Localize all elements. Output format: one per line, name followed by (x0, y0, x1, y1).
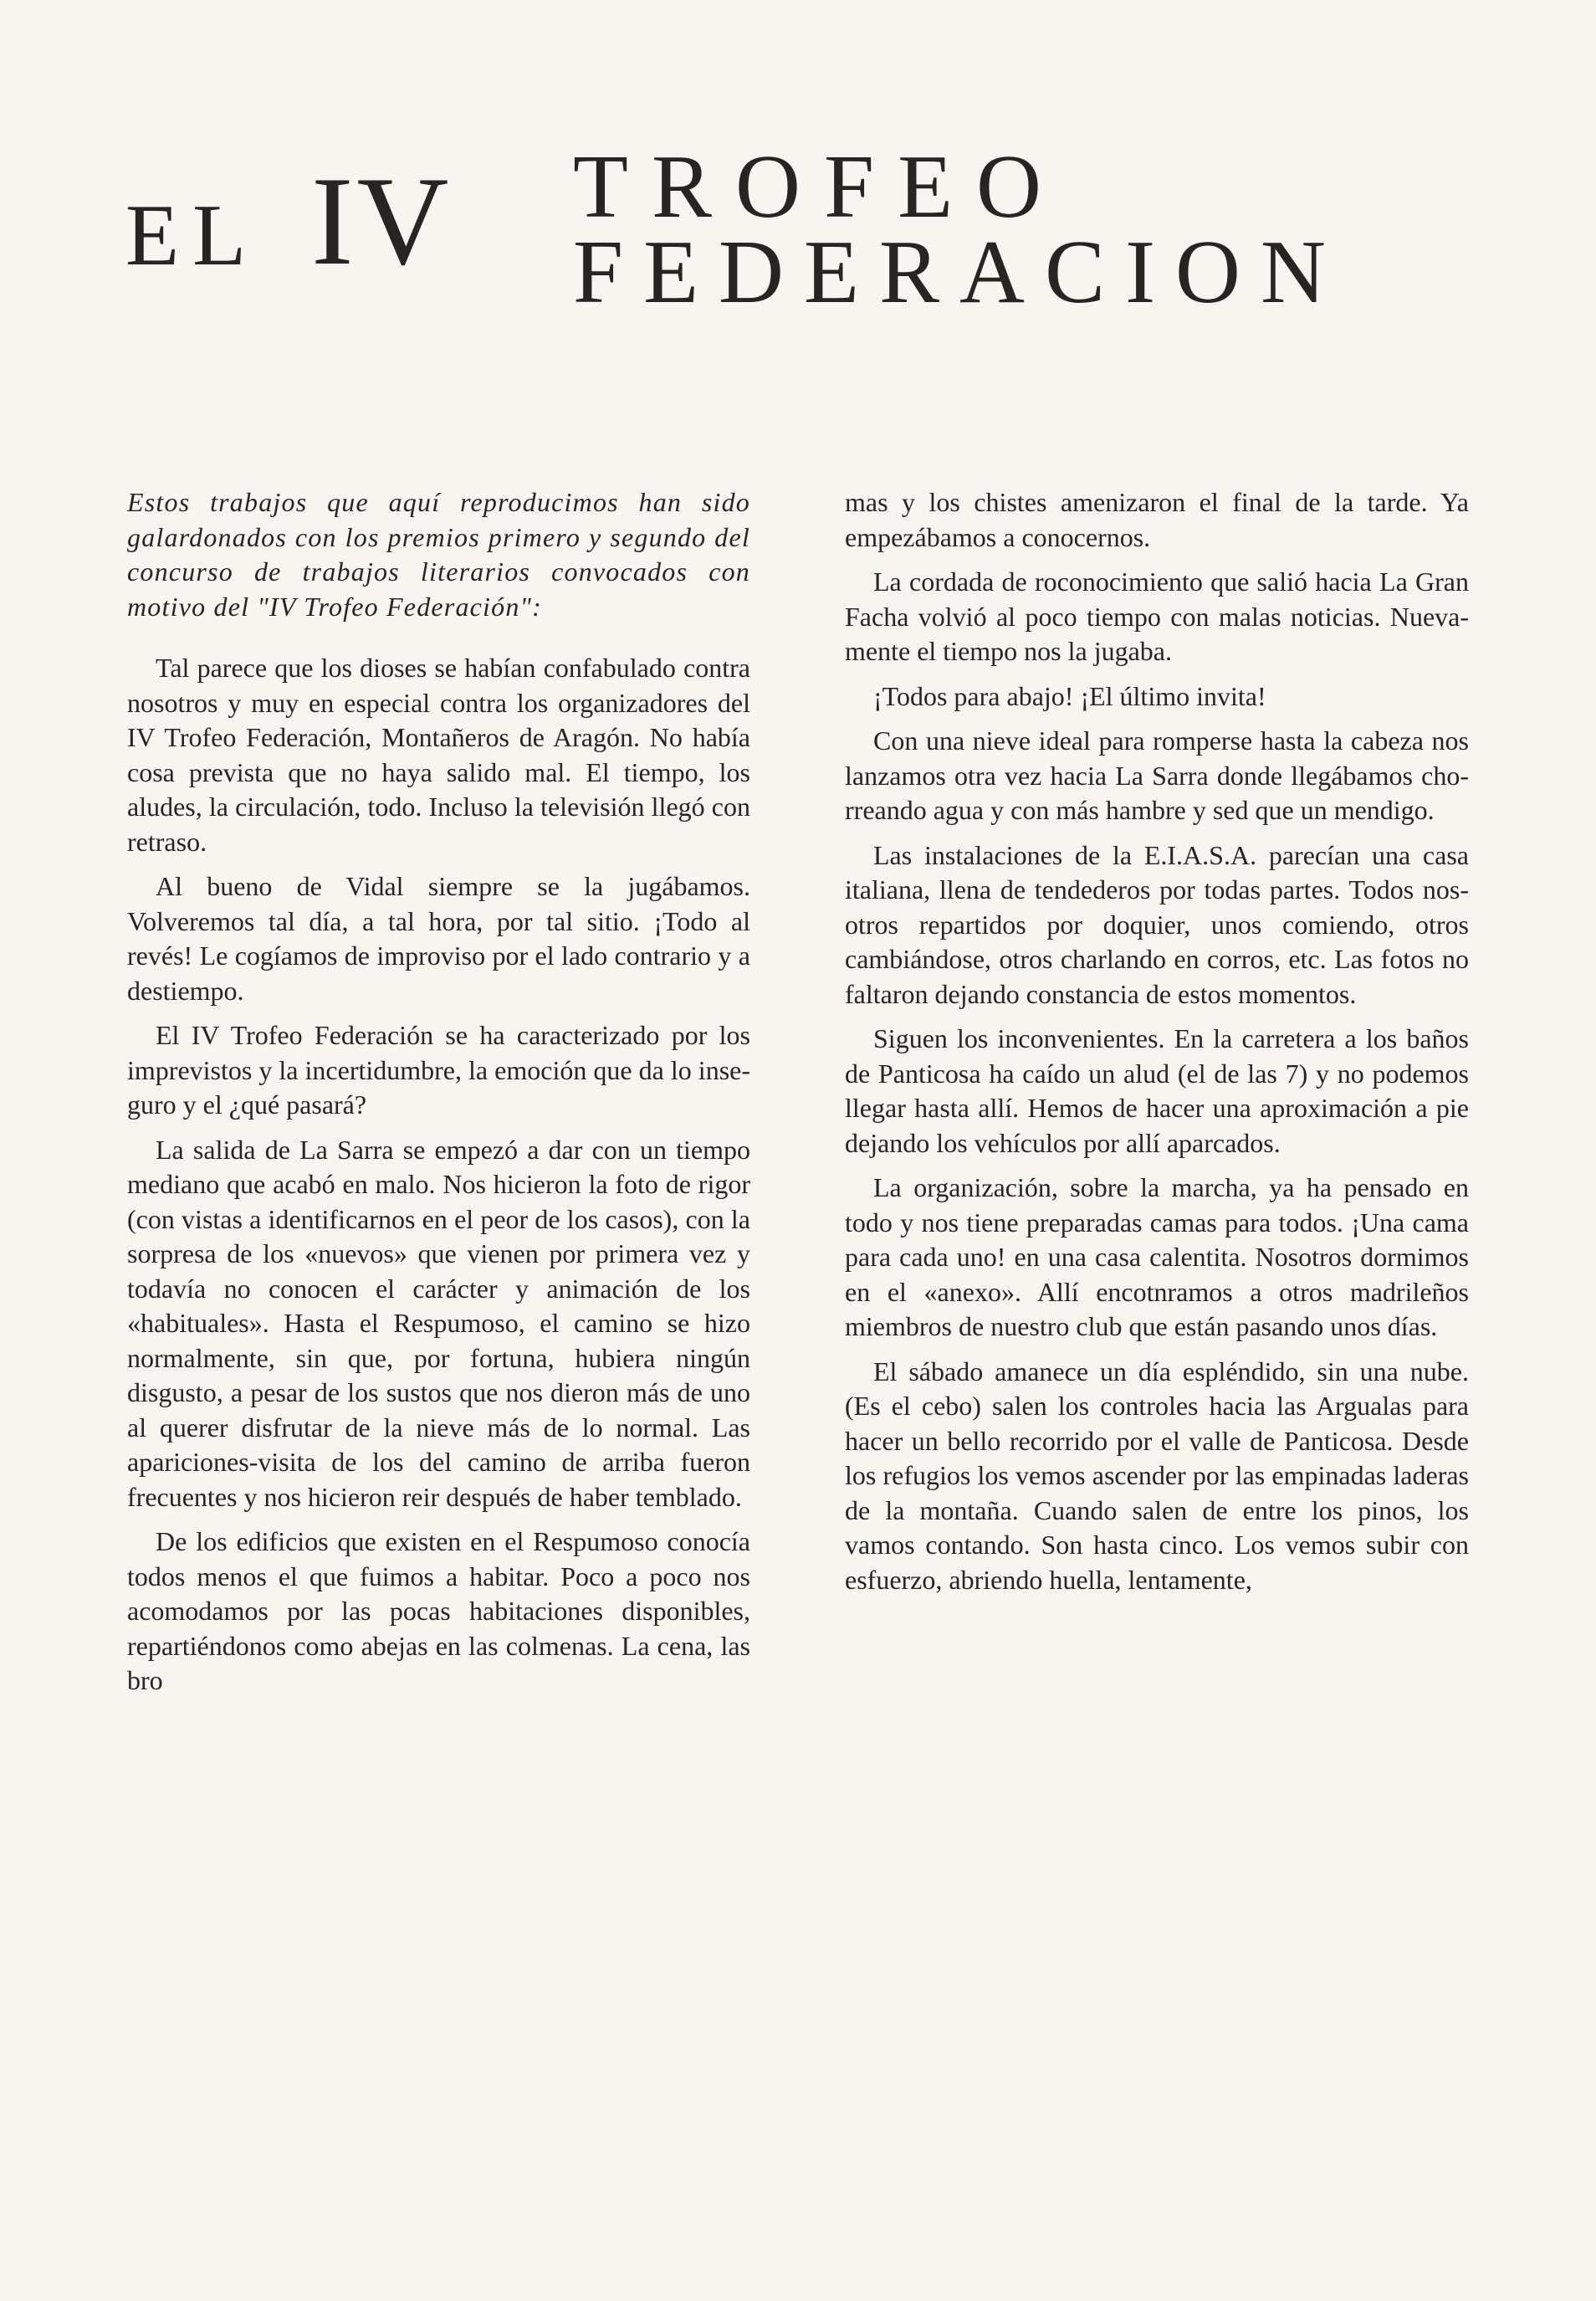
paragraph: ¡Todos para abajo! ¡El último invita! (873, 680, 1266, 711)
paragraph: El IV Trofeo Federación se ha caracterizado por los imprevistos y la incertidumbre, la emoción que da lo inseguro y el ¿qué pasará? (127, 1020, 750, 1120)
paragraph: mas y los chistes amenizaron el final de la tarde. Ya empezábamos a conocernos. (845, 487, 1469, 552)
paragraph: La cordada de roconocimiento que salió hacia La Gran Facha volvió al poco tiempo con malas noticias. Nuevamente el tiempo nos la jugaba. (845, 566, 1469, 666)
paragraph: Siguen los inconvenientes. En la carretera a los baños de Panticosa ha caído un alud (el de las 7) y no podemos llegar hasta allí. Hemos de hacer una aproximación a pie dejando los vehículos por allí aparcados. (845, 1023, 1469, 1158)
title-iv: IV (311, 151, 453, 291)
paragraph: La salida de La Sarra se empezó a dar con un tiempo mediano que acabó en malo. Nos hicieron la foto de rigor (con vistas a identificarnos en el peor de los casos), con la sorpresa de los «nuevos» que vienen por primera vez y todavía no conocen el carácter y animación de los «habituales». Hasta el Respumoso, el camino se hizo normalmente, sin que, por fortuna, hubiera ningún disgusto, a pesar de los sustos que nos dieron más de uno al querer disfrutar de la nieve más de lo normal. Las apariciones-visita de los del camino de arriba fueron frecuentes y nos hicieron reir después de haber temblado. (127, 1134, 750, 1512)
paragraph: La organización, sobre la marcha, ya ha pensado en todo y nos tiene preparadas camas para todos. ¡Una cama para cada uno! en una casa calentita. Nosotros dormimos en el «anexo». Allí encotnramos a otros madrileños miembros de nuestro club que están pasando unos días. (845, 1172, 1469, 1341)
paragraph: Al bueno de Vidal siempre se la jugábamos. Volveremos tal día, a tal hora, por tal sitio. ¡Todo al revés! Le cogíamos de improviso por el lado contrario y a destiempo. (127, 871, 750, 1006)
title-federacion: FEDERACION (573, 223, 1347, 322)
paragraph: El sábado amanece un día espléndido, sin una nube. (Es el cebo) salen los controles hacia las Argualas para hacer un bello recorrido por el valle de Panticosa. Desde los refugios los vemos ascender por las empinadas laderas de la montaña. Cuando salen de entre los pinos, los vamos contando. Son hasta cinco. Los vemos subir con esfuerzo, abriendo huella, lentamente, (845, 1355, 1469, 1595)
title-trofeo: TROFEO (573, 137, 1066, 237)
paragraph: De los edificios que existen en el Respumoso conocía todos menos el que fuimos a habitar. Poco a poco nos acomodamos por las pocas habitaciones disponibles, repartiéndonos como abejas en las colmenas. La cena, las bro (127, 1526, 750, 1695)
paragraph: Tal parece que los dioses se habían confabulado contra nosotros y muy en especial contra los organizadores del IV Trofeo Federación, Montañeros de Aragón. No había cosa prevista que no haya salido mal. El tiempo, los aludes, la circulación, todo. Incluso la televisión llegó con retraso. (127, 653, 750, 857)
paragraph: Las instalaciones de la E.I.A.S.A. parecían una casa italiana, llena de tendederos por todas partes. Todos nosotros repartidos por doquier, unos comiendo, otros cambiándose, otros charlando en corros, etc. Las fotos no faltaron dejando constancia de estos momentos. (845, 839, 1469, 1009)
intro-paragraph: Estos trabajos que aquí reproducimos han sido galardonados con los premios primero y segundo del concurso de trabajos literarios convocados con motivo del "IV Trofeo Federación": (127, 487, 750, 622)
paragraph: Con una nieve ideal para romperse hasta la cabeza nos lanzamos otra vez hacia La Sarra donde llegábamos chorreando agua y con más hambre y sed que un mendigo. (845, 725, 1469, 825)
title-el: EL (125, 186, 260, 284)
right-column (845, 485, 1469, 1607)
left-column (127, 485, 750, 1709)
